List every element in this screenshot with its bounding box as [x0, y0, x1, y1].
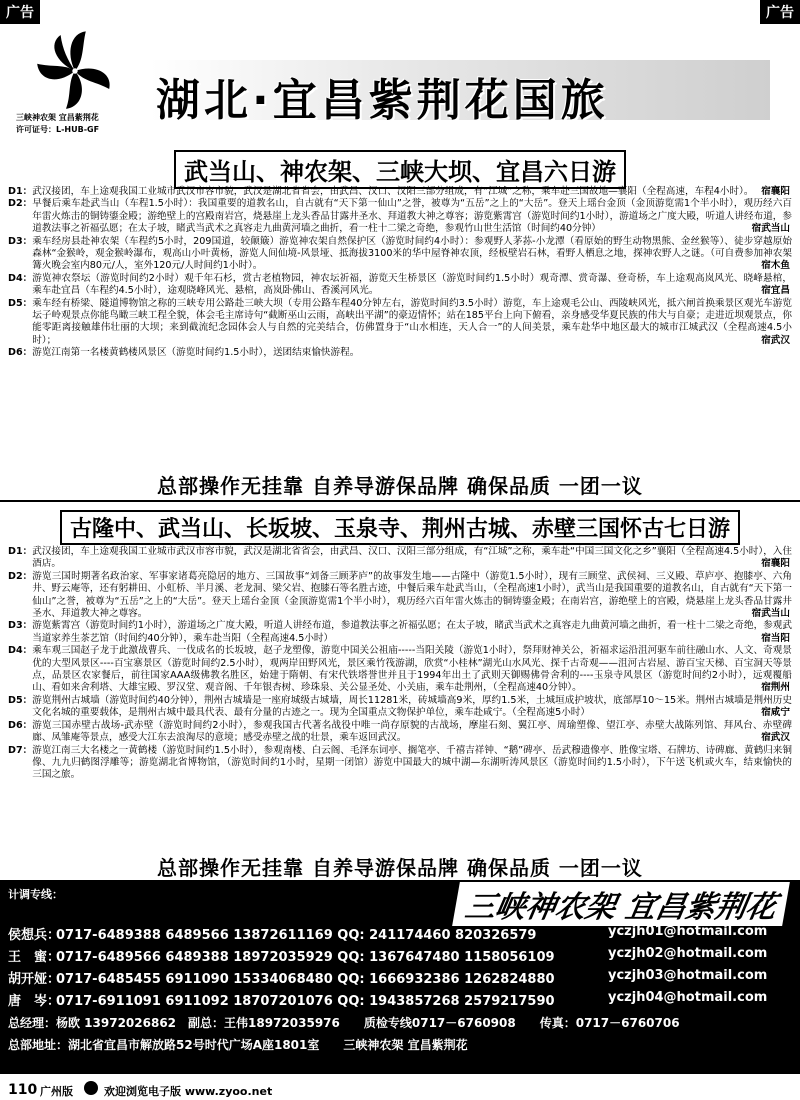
day-label: D7： [8, 744, 33, 756]
day-label: D5： [8, 694, 33, 706]
itinerary-day [8, 645, 792, 695]
day-description: 武汉接团，车上途观我国工业城市武汉市容市貌，武汉是湖北省省会，由武昌、汉口、汉阳三部分组成，有“江城”之称，乘车赴三国故地—襄阳（全程高速，车程4小时）。 [32, 186, 754, 197]
day-label: D1： [8, 186, 33, 197]
contact-brand: 三峡神农架 宜昌紫荆花 [452, 882, 790, 926]
route2-title-text: 古隆中、武当山、长坂坡、玉泉寺、荆州古城、赤壁三国怀古七日游 [60, 510, 740, 545]
day-description: 乘车经房县赴神农架（车程约5小时，209国道，较颠簸）游览神农架自然保护区（游览时间约4小时）：参观野人茅荪-小龙潭（看原始的野生动物黑熊、金丝猴等）、徒步穿越原始森林“金猴岭，观金猴岭瀑布，观高山小叶黄杨，游览人间仙境-风景垭、抵海拔3100米的华中屋脊神农顶，经板壁岩石林，看野人栖息之地，探神农野人之谜。（可自费参加神农架篝火晚会室内80元/人，室外120元/人时间约1小时）。 [32, 235, 792, 272]
overnight-location: 宿宜昌 [758, 285, 790, 297]
overnight-location: 宿武当山 [749, 608, 790, 620]
itinerary-day [8, 347, 792, 359]
edition-badge-icon [84, 1081, 98, 1095]
contact-row [8, 990, 768, 1009]
day-description: 早餐后乘车赴武当山（车程1.5小时）：我国重要的道教名山，自古就有“天下第一仙山”之誉，被尊为“五岳”之上的“大岳”。登天上瑶台金顶（金顶游览需1个半小时），观历经六百年雷火炼击的铜铸鎏金殿；游绝壁上的宫殿南岩宫，烧悬崖上龙头香品甘露井圣水、拜道教大神之尊容；游览紫霄宫（游览时间约1小时），游道场之广度大殿，听道人讲经布道，参道教法事之祈福弘愿；在太子坡，睹武当武术之真容走九曲黄河墙之曲折，看一柱十二梁之奇绝，参观竹山世生活馆（时间约40分钟） [32, 198, 792, 235]
page-number: 110 [8, 1082, 38, 1098]
overnight-location: 宿襄阳 [758, 558, 790, 570]
ad-label-left: 广告 [0, 0, 40, 24]
contact-phones: 0717-6489388 6489566 13872611169 QQ: 241174460 820326579 [56, 928, 537, 943]
route2-title [0, 510, 800, 545]
overnight-location: 宿武汉 [758, 335, 790, 347]
day-label: D4： [8, 272, 33, 284]
day-label: D4： [8, 645, 33, 657]
day-description: 游览江南第一名楼黄鹤楼风景区（游览时间约1.5小时），送团结束愉快游程。 [32, 347, 360, 359]
day-label: D6： [8, 347, 33, 359]
day-label: D3： [8, 620, 33, 632]
day-label: D5： [8, 297, 33, 309]
itinerary-day [8, 273, 792, 298]
route2-itinerary [8, 546, 792, 782]
overnight-location: 宿木鱼 [758, 260, 790, 272]
contact-row [8, 924, 768, 943]
website-link[interactable]: 欢迎浏览电子版 www.zyoo.net [104, 1085, 273, 1098]
divider [0, 500, 800, 502]
day-description: 武汉接团，车上途观我国工业城市武汉市容市貌，武汉是湖北省省会，由武昌、汉口、汉阳三部分组成，有“江城”之称，乘车赴“中国三国文化之乡”襄阳（全程高速4.5小时），入住酒店。 [32, 546, 792, 570]
itinerary-day [8, 298, 792, 348]
contact-name: 胡开娅： [8, 972, 61, 987]
itinerary-day [8, 186, 792, 198]
manager-line: 总经理：杨欧 13972026862 副总：王伟18972035976 质检专线0717－6760908 传真：0717－6760706 [8, 1016, 680, 1030]
contact-phones: 0717-6485455 6911090 15334068480 QQ: 1666932386 1262824880 [56, 972, 555, 987]
brand-title: 湖北·宜昌紫荆花国旅 [156, 75, 609, 126]
contact-phones: 0717-6911091 6911092 18707201076 QQ: 1943857268 2579217590 [56, 994, 555, 1009]
contact-row [8, 968, 768, 987]
itinerary-day [8, 745, 792, 782]
itinerary-day [8, 546, 792, 571]
route1-title-text: 武当山、神农架、三峡大坝、宜昌六日游 [174, 150, 626, 189]
overnight-location: 宿武汉 [758, 732, 790, 744]
edition-label: 广州版 [40, 1085, 73, 1098]
day-description: 游览神农祭坛（游览时间约2小时）观千年石杉，赏古老植物园，神农坛祈福，游览天生桥景区（游览时间约1.5小时）观奇潭、赏奇瀑、登奇桥，车上途观高岚风光、晓峰悬棺，乘车赴宜昌（车程约4.5小时），途观晓峰风光、悬棺，高岚卧佛山、香溪河风光。 [32, 272, 792, 297]
ad-label-right: 广告 [760, 0, 800, 24]
day-label: D2： [8, 198, 33, 210]
day-description: 游览紫霄宫（游览时间约1小时），游道场之广度大殿，听道人讲经布道，参道教法事之祈福弘愿；在太子坡，睹武当武术之真容走九曲黄河墙之曲折，看一柱十二梁之奇绝，参观武当道家养生茶艺馆（时间约40分钟），乘车赴当阳（全程高速4.5小时） [32, 620, 792, 644]
day-description: 游览三国赤壁古战场-武赤壁（游览时间约2小时），参观我国古代著名战役中唯一尚存原貌的古战场，摩崖石刻、翼江亭、周瑜塑像、望江亭、赤壁大战陈列馆、拜风台、赤壁碑廊、凤雏庵等景点，感受大江东去浪淘尽的意境；感受赤壁之战的壮景，乘车返回武汉。 [32, 719, 792, 744]
contact-email[interactable]: yczjh02@hotmail.com [608, 946, 768, 961]
day-label: D3： [8, 235, 33, 247]
day-description: 游览江南三大名楼之一黄鹤楼（游览时间约1.5小时），参观南楼、白云阁、毛泽东词亭、搁笔亭、千禧吉祥钟、“鹅”碑亭、岳武穆遗像亭、胜像宝塔、石牌坊、诗碑廊、黄鹤归来铜像、九九归鹤图浮雕等；游览湖北省博物馆，（游览时间约1小时，星期一闭馆）游览中国最大的城中湖—东湖听涛风景区（游览时间约1.5小时），下午送飞机或火车，结束愉快的三国之旅。 [32, 744, 792, 781]
contact-panel [0, 880, 800, 1074]
logo-text: 三峡神农架 宜昌紫荆花 [16, 113, 99, 122]
license-number: 许可证号：L-HUB-GF [16, 125, 100, 134]
itinerary-day [8, 198, 792, 235]
day-description: 游览荆州古城墙（游览时间约40分钟），荆州古城墙是一座府城级古城墙，周长11281米，砖城墙高9米，厚约1.5米，土城垣成护坡状，底部厚10～15米。荆州古城墙是荆州历史文化名城的重要载体，是荆州古城中最具代表、最有分量的古迹之一。现为全国重点文物保护单位，乘车赴咸宁。（全程高速5小时） [32, 694, 792, 719]
day-description: 游览三国时期著名政治家、军事家诸葛亮隐居的地方、三国故事“刘备三顾茅庐”的故事发生地——古隆中（游览1.5小时），现有三顾堂、武侯祠、三义殿、草庐亭、抱膝亭、六角井、野云庵等，还有躬耕田、小虹桥、半月溪、老龙洞、梁父岩、抱膝石等名胜古迹，中餐后乘车赴武当山，（全程高速1小时），武当山是我国重要的道教名山，自古就有“天下第一仙山”之誉，被尊为“五岳”之上的“大岳”。登天上瑶台金顶（金顶游览需1个半小时），观历经六百年雷火炼击的铜铸鎏金殿；在南岩宫，游绝壁上的宫殿，烧悬崖上龙头香品甘露井圣水、拜道教大神之尊容。 [32, 570, 792, 620]
route1-slogan: 总部操作无挂靠 自养导游保品牌 确保品质 一团一议 [157, 474, 643, 498]
overnight-location: 宿襄阳 [758, 186, 790, 198]
address-line: 总部地址：湖北省宜昌市解放路52号时代广场A座1801室 三峡神农架 宜昌紫荆花 [8, 1038, 468, 1052]
itinerary-day [8, 695, 792, 720]
day-description: 乘车经有桥梁、隧道博物馆之称的三峡专用公路赴三峡大坝（专用公路车程40分钟左右，游览时间约3.5小时）游览，车上途观毛公山、西陵峡风光，抵六闸首换乘景区观光车游览坛子岭观景点你能鸟瞰三峡工程全貌，体会毛主席诗句“截断巫山云雨，高峡出平湖”的豪迈情怀；站在185平台上向下俯看，亲身感受华夏民族的伟大与自豪；走进近坝观景点，你能零距离接触雄伟壮丽的大坝；来到截流纪念园体会人与自然的完美结合，仿佛置身于“山水相连，天人合一”的人间美景，乘车赴华中地区最大的城市江城武汉（全程高速4.5小时）； [32, 297, 792, 346]
itinerary-day [8, 720, 792, 745]
itinerary-day [8, 236, 792, 273]
overnight-location: 宿武当山 [749, 223, 790, 235]
footer [0, 1076, 800, 1100]
day-label: D1： [8, 546, 33, 557]
contact-email[interactable]: yczjh01@hotmail.com [608, 924, 768, 939]
bauhinia-logo-icon [30, 26, 120, 116]
contact-label: 计调专线： [8, 888, 63, 901]
contact-name: 唐 岑： [8, 994, 61, 1009]
itinerary-day [8, 620, 792, 645]
itinerary-day [8, 571, 792, 621]
route1-title [0, 150, 800, 189]
contact-name: 王 蜜： [8, 950, 61, 965]
header [0, 20, 800, 140]
contact-phones: 0717-6489566 6489388 18972035929 QQ: 1367647480 1158056109 [56, 950, 555, 965]
contact-row [8, 946, 768, 965]
contact-email[interactable]: yczjh03@hotmail.com [608, 968, 768, 983]
day-label: D2： [8, 570, 33, 582]
overnight-location: 宿荆州 [758, 682, 790, 694]
day-label: D6： [8, 719, 33, 731]
route2-slogan: 总部操作无挂靠 自养导游保品牌 确保品质 一团一议 [157, 856, 643, 880]
route1-itinerary [8, 186, 792, 360]
overnight-location: 宿咸宁 [758, 707, 790, 719]
overnight-location: 宿当阳 [758, 633, 790, 645]
contact-name: 侯想兵： [8, 928, 61, 943]
day-description: 乘车观三国赵子龙于此激战曹兵、一伐成名的长坂坡，赵子龙塑像，游览中国关公祖庙-----当阳关陵（游览1小时），祭拜财神关公，祈福求运沿沮河驱车前往融山水、人文、奇观景优的大型风景区----百宝寨景区（游览时间约2.5小时），观两岸田野风光，景区乘竹筏游湖，欣赏“小桂林”湖光山水风光、探千古奇观——沮河古岩屋、游百宝天梯、百宝洞天等景点，品景区农家餐后，前往国家AAA级佛教名胜区，始建于隋朝、有宋代铁塔誉世并且于1994年出土了武则天御赐佛骨舍利的----玉泉寺风景区（游览时间约2小时），远观覆船山、看如来舍利塔、大雄宝殿、罗汉堂、观音阁、千年银杏树、珍珠泉、关公显圣处、小关庙，乘车赴荆州，（全程高速40分钟）。 [32, 645, 792, 694]
contact-email[interactable]: yczjh04@hotmail.com [608, 990, 768, 1005]
